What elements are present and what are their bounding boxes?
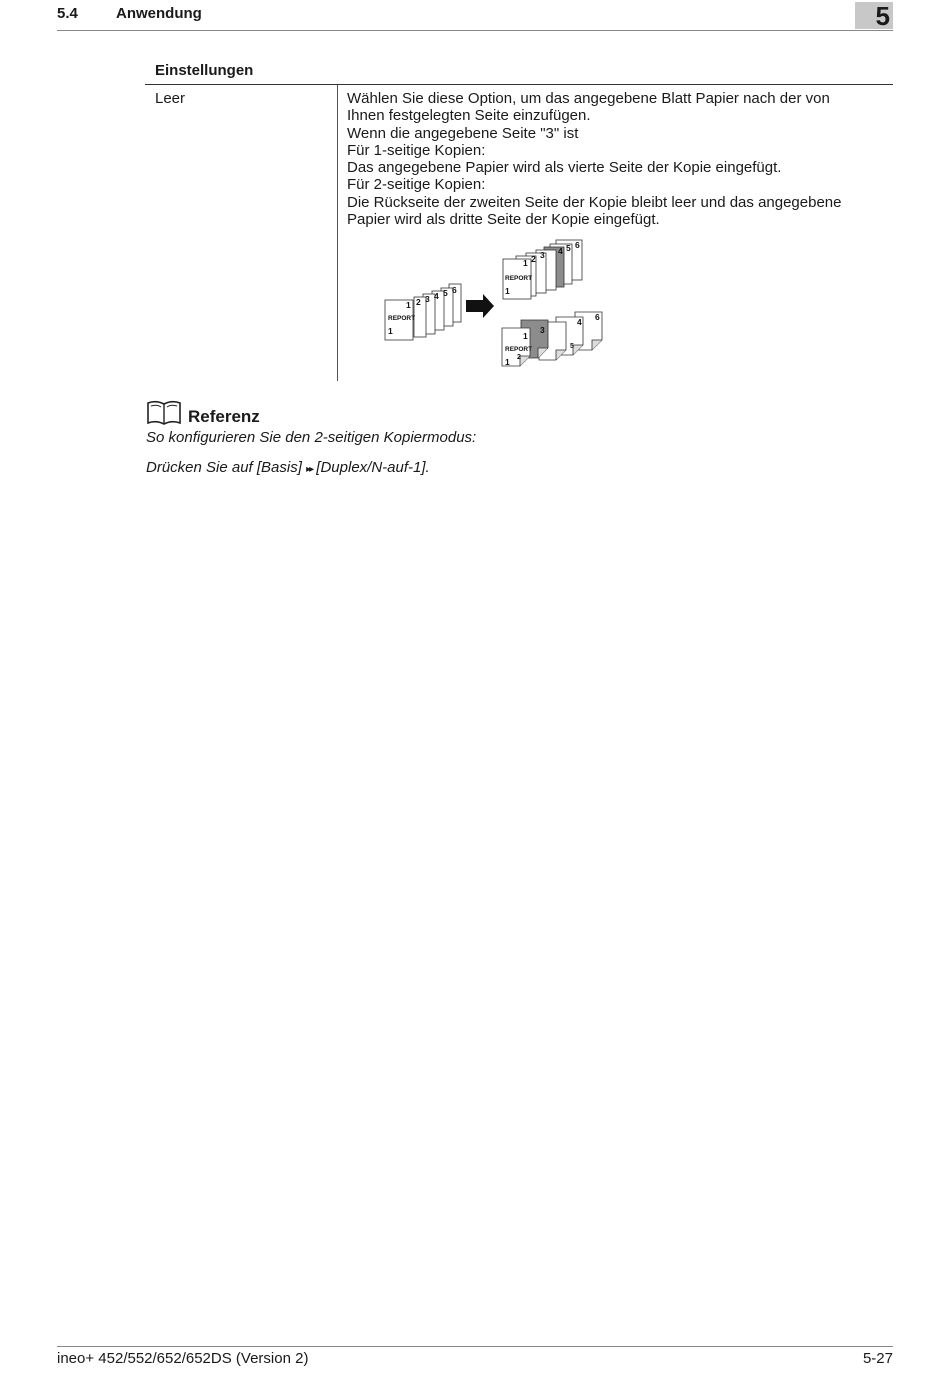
page-label: 2 [517,354,521,361]
instruction-text: Drücken Sie auf [Basis] [146,459,302,476]
report-label: REPORT [505,346,533,353]
page-label: 4 [577,317,582,327]
page-number: 5-27 [862,1350,893,1367]
setting-name: Leer [155,90,186,107]
page-label: 5 [443,288,448,298]
page-label: 5 [570,343,574,350]
instruction-path: [Duplex/N-auf-1]. [316,459,430,476]
chapter-number: 5 [875,1,890,31]
reference-title: Referenz [188,407,260,426]
page-label: 1 [388,326,393,336]
right-arrow-icon [466,294,494,318]
description-line: Die Rückseite der zweiten Seite der Kopie bleibt leer und das angegebene [347,193,842,211]
page-label: 6 [452,285,457,295]
page-label: 4 [558,246,563,256]
report-label: REPORT [505,275,533,282]
footer-product: ineo+ 452/552/652/652DS (Version 2) [57,1350,309,1367]
page-label: 2 [416,297,421,307]
footer-rule [57,1346,893,1347]
description-line: Wenn die angegebene Seite "3" ist [347,124,579,142]
description-line: Für 1-seitige Kopien: [347,141,486,159]
page-label: 1 [406,300,411,310]
page-label: 6 [595,312,600,322]
column-divider [337,85,338,381]
page-label: 5 [566,243,571,253]
page-label: 3 [425,294,430,304]
page-label: 2 [531,254,536,264]
page-label: 4 [434,291,439,301]
description-line: Wählen Sie diese Option, um das angegebene Blatt Papier nach der von [347,90,830,107]
table-rule [145,84,893,85]
reference-instruction [146,459,430,476]
description-line: Für 2-seitige Kopien: [347,176,486,194]
table-heading: Einstellungen [155,62,254,79]
book-icon [146,399,182,427]
section-number: 5.4 [57,5,78,22]
setting-description [347,90,887,228]
section-title: Anwendung [116,5,202,22]
description-line: Das angegebene Papier wird als vierte Seite der Kopie eingefügt. [347,159,782,177]
page-header [57,4,893,31]
page-label: 1 [523,331,528,341]
insert-blank-page-illustration [380,236,615,376]
page-label: 1 [505,357,510,367]
reference-text: So konfigurieren Sie den 2-seitigen Kopiermodus: [146,429,477,446]
page-label: 6 [575,240,580,250]
page-label: 1 [505,286,510,296]
page-label: 3 [540,250,545,260]
double-arrow-icon: ▸▸ [306,464,313,475]
page-label: 3 [540,325,545,335]
description-line: Papier wird als dritte Seite der Kopie eingefügt. [347,211,660,229]
chapter-badge [855,2,893,29]
description-line: Ihnen festgelegten Seite einzufügen. [347,107,591,125]
page-label: 1 [523,258,528,268]
report-label: REPORT [388,315,416,322]
